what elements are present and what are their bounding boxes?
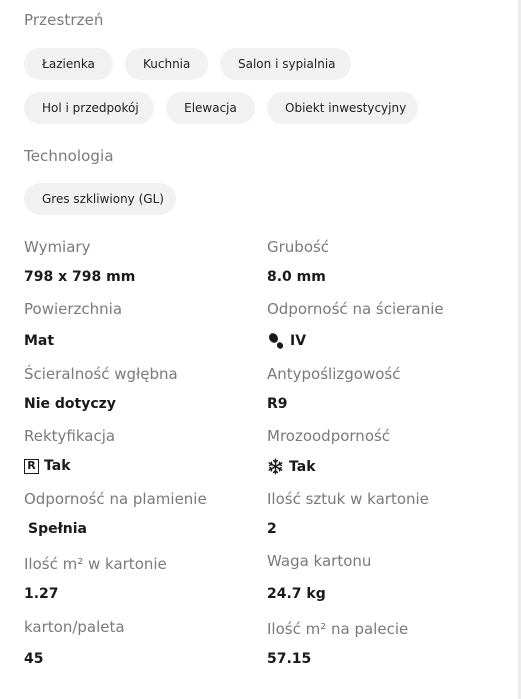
spec-label-rectification: Rektyfikacja: [24, 427, 116, 445]
spec-value-deep-abrasion: Nie dotyczy: [24, 396, 116, 412]
space-chip-investment[interactable]: Obiekt inwestycyjny: [267, 92, 418, 124]
spec-value-surface: Mat: [24, 333, 55, 349]
space-chip-bathroom[interactable]: Łazienka: [24, 48, 113, 80]
spec-value-stain: Spełnia: [28, 521, 88, 537]
spec-label-box-per-pallet: karton/paleta: [24, 618, 125, 636]
space-chip-kitchen[interactable]: Kuchnia: [125, 48, 208, 80]
space-chip-living-bedroom[interactable]: Salon i sypialnia: [220, 48, 351, 80]
spec-value-pieces-per-box: 2: [267, 521, 277, 537]
technology-chip-glazed-gres[interactable]: Gres szkliwiony (GL): [24, 183, 176, 215]
spec-label-anti-slip: Antypoślizgowość: [267, 365, 401, 383]
spec-label-m2-per-pallet: Ilość m² na palecie: [267, 620, 409, 638]
spec-label-m2-per-box: Ilość m² w kartonie: [24, 555, 167, 573]
space-chip-facade[interactable]: Elewacja: [166, 92, 255, 124]
spec-value-abrasion: IV: [267, 332, 306, 350]
spec-label-surface: Powierzchnia: [24, 300, 123, 318]
spec-label-box-weight: Waga kartonu: [267, 552, 372, 570]
spec-value-box-weight: 24.7 kg: [267, 586, 326, 602]
spec-value-thickness: 8.0 mm: [267, 269, 326, 285]
spec-value-m2-per-pallet: 57.15: [267, 651, 312, 667]
spec-value-rectification: R Tak: [24, 458, 71, 474]
spec-label-pieces-per-box: Ilość sztuk w kartonie: [267, 490, 429, 508]
space-section-title: Przestrzeń: [24, 11, 104, 29]
spec-label-stain: Odporność na plamienie: [24, 490, 207, 508]
spec-label-abrasion: Odporność na ścieranie: [267, 300, 444, 318]
rectified-r-icon: R: [24, 459, 39, 474]
space-chip-hall[interactable]: Hol i przedpokój: [24, 92, 154, 124]
spec-label-dimensions: Wymiary: [24, 238, 91, 256]
spec-label-deep-abrasion: Ścieralność wgłębna: [24, 365, 178, 383]
spec-value-dimensions: 798 x 798 mm: [24, 269, 136, 285]
spec-value-frost: Tak: [267, 458, 316, 475]
spec-value-box-per-pallet: 45: [24, 651, 44, 667]
spec-value-m2-per-box: 1.27: [24, 586, 59, 602]
spec-label-thickness: Grubość: [267, 238, 330, 256]
technology-section-title: Technologia: [24, 147, 114, 165]
spec-label-frost: Mrozoodporność: [267, 427, 391, 445]
spec-value-anti-slip: R9: [267, 396, 288, 412]
snowflake-icon: [267, 458, 284, 475]
footprint-icon: [267, 332, 285, 350]
